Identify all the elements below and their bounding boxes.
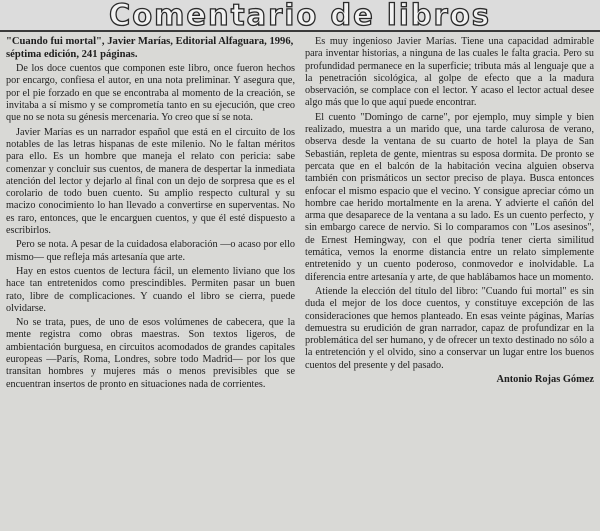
paragraph: El cuento "Domingo de carne", por ejemplo, muy simple y bien realizado, muestra a un marido que, una tarde calurosa de verano, observa desde la ventana de su cuarto de hotel la playa de San Sebastián, repleta de gente, mientras su esposa dormita. De pronto se percata que en el balcón de la habitación vecina alguien observa también con prismáticos un sector preciso de playa. Busca entonces enfocar el mismo espacio que el vecino. Y consigue apreciar cómo un hombre cae herido mortalmente en la arena. Y advierte el cañón del arma que desaparece de la ventana a su lado. Es un cuento perfecto, y sin embargo carece de nervio. Si lo comparamos con "Los asesinos", de Ernest Hemingway, con el que podría tener cierta similitud temática, vemos la enorme distancia entre un relato simplemente entretenido y un cuento poderoso, conmovedor e inolvidable. La diferencia entre artesanía y arte, de que hablábamos hace un momento. <box>305 111 594 283</box>
left-column <box>6 36 295 526</box>
paragraph: Atiende la elección del título del libro: "Cuando fui mortal" es sin duda el mejor de los doce cuentos, y constituye excepción de las consideraciones que hemos planteado. En esas veinte páginas, Marías demuestra su erudición de gran narrador, capaz de profundizar en la problemática del ser humano, y de ofrecer un texto destinado no sólo a la entretención y el olvido, sino a conservar un lugar entre los buenos cuentos del presente y del pasado. <box>305 285 594 371</box>
paragraph: De los doce cuentos que componen este libro, once fueron hechos por encargo, confiesa el autor, en una nota preliminar. Y asegura que, por el pie forzado en que se encontraba al momento de la creación, se invitaba a sí mismo y se comprometía tanto en su ejecución, que creo que no se nota su génesis mercenaria. Yo creo que sí se nota. <box>6 63 295 124</box>
paragraph: Pero se nota. A pesar de la cuidadosa elaboración —o acaso por ello mismo— que refleja más artesanía que arte. <box>6 239 295 263</box>
book-reference: "Cuando fui mortal", Javier Marías, Editorial Alfaguara, 1996, séptima edición, 241 páginas. <box>6 36 294 60</box>
article-body <box>6 36 594 526</box>
paragraph: No se trata, pues, de uno de esos volúmenes de cabecera, que la mente registra como obras maestras. Son textos ligeros, de ambientación burguesa, en circuitos acomodados de grandes capitales europeas —París, Roma, Londres, sobre todo Madrid— por los que transitan hombres y mujeres más o menos previsibles que se encuentran insertos de pronto en situaciones nada de corrientes. <box>6 317 295 390</box>
paragraph: Es muy ingenioso Javier Marías. Tiene una capacidad admirable para inventar historias, a ninguna de las cuales le falta gracia. Pero su profundidad permanece en la superficie; tributa más al lenguaje que a la penetración sicológica, al golpe de efecto que a la madura observación, se complace con el lector. Y acaso el lector actual desee algo más que lo que aquí puede encontrar. <box>305 36 594 109</box>
paragraph: Hay en estos cuentos de lectura fácil, un elemento liviano que los hace tan entretenidos como prescindibles. Permiten pasar un buen rato, libre de complicaciones. Y cuando el libro se cierra, puede olvidarse. <box>6 265 295 314</box>
section-title: Comentario de libros <box>108 0 492 32</box>
author-signature: Antonio Rojas Gómez <box>496 374 594 386</box>
masthead <box>0 0 600 32</box>
right-column <box>305 36 594 526</box>
paragraph: Javier Marías es un narrador español que está en el circuito de los notables de las letras hispanas de este milenio. No le faltan méritos para ello. Es un hombre que maneja el relato con pericia: sabe comenzar y concluir sus cuentos, de manera de despertar la inmediata atención del lector y dejarlo al final con un dejo de sorpresa que es el corolario de todo buen cuento. Su amplio respecto cultural y su macizo conocimiento lo han llevado a convertirse en superventas. No es raro, entonces, que le encarguen cuentos, y que él esté dispuesto a escribirlos. <box>6 126 295 237</box>
